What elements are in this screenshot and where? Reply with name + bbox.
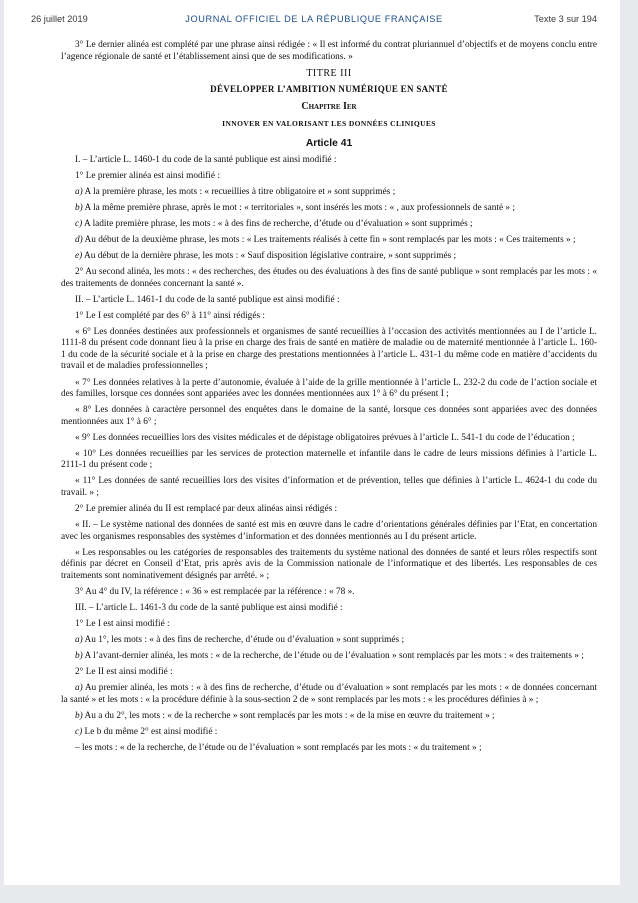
paragraph-text: « Les responsables ou les catégories de responsables des traitements du système national des données de santé et leurs rôles respectifs sont définis par décret en Conseil d’Etat, pris après avis de la Commission nationale de l’informatique et des libertés. Les responsables de ces traitements sont nominativement désignés par arrêté. » ; [61, 547, 597, 581]
titre-heading: TITRE III [306, 68, 352, 79]
paragraph-text: 1° Le I est complété par des 6° à 11° ainsi rédigés : [75, 310, 265, 321]
paragraph-label: c) [75, 727, 83, 738]
paragraph [61, 155, 597, 167]
paragraph [61, 548, 597, 583]
paragraph [61, 667, 597, 679]
paragraph [61, 203, 597, 215]
paragraph-text: 2° Au second alinéa, les mots : « des recherches, des études ou des évaluations à des fins de santé publique » sont remplacés par les mots : « des traitements de données concernant la santé ». [61, 267, 597, 289]
paragraph [61, 449, 597, 472]
paragraph [61, 520, 597, 543]
paragraph [61, 251, 597, 263]
paragraph [61, 603, 597, 615]
paragraph-text: 1° Le I est ainsi modifié : [75, 618, 170, 629]
document-body [61, 40, 597, 759]
paragraph-label: a) [75, 635, 83, 646]
paragraph-text: Au a du 2°, les mots : « de la recherche » sont remplacés par les mots : « de la mise en œuvre du traitement » ; [82, 710, 495, 721]
paragraph [61, 727, 597, 739]
article-heading: Article 41 [305, 138, 353, 149]
paragraph [61, 267, 597, 290]
paragraph [61, 651, 597, 663]
paragraph [61, 311, 597, 323]
paragraph-text: « 10° Les données recueillies par les services de protection maternelle et infantile dans le cadre de leurs missions définies à l’article L. 2111-1 du présent code ; [61, 448, 597, 471]
paragraph-label: e) [75, 251, 83, 262]
paragraph-text: I. – L’article L. 1460-1 du code de la santé publique est ainsi modifié : [75, 154, 337, 165]
paragraph-text: Au premier alinéa, les mots : « à des fins de recherche, d’étude ou d’évaluation » sont remplacés par les mots : « de données concernant la santé » et les mots : « la procédure définie à la sous-section 2 de » sont remplacés par les mots : « les procédures définies à » ; [61, 683, 597, 705]
paragraph-text: 3° Au 4° du IV, la référence : « 36 » est remplacée par la référence : « 78 ». [75, 586, 355, 597]
paragraph-text: A ladite première phrase, les mots : « à des fins de recherche, d’étude ou d’évaluation » sont supprimés ; [82, 218, 473, 229]
paragraph-text: 2° Le II est ainsi modifié : [75, 667, 173, 678]
paragraph [61, 619, 597, 631]
paragraph-text: A l’avant-dernier alinéa, les mots : « de la recherche, de l’étude ou de l’évaluation » sont remplacés par les mots : « des traitements » ; [82, 651, 584, 662]
paragraph [61, 235, 597, 247]
paragraph-text: A la première phrase, les mots : « recueillies à titre obligatoire et » sont supprimés ; [82, 186, 396, 197]
paragraph [61, 295, 597, 307]
paragraph [61, 711, 597, 723]
paragraph-text: A la même première phrase, après le mot : « territoriales », sont insérés les mots : « , aux professionnels de santé » ; [82, 202, 515, 213]
paragraph-text: III. – L’article L. 1461-3 du code de la santé publique est ainsi modifié : [75, 602, 343, 613]
paragraph-text: 2° Le premier alinéa du II est remplacé par deux alinéas ainsi rédigés : [75, 504, 338, 514]
header-date: 26 juillet 2019 [31, 14, 88, 24]
paragraph [61, 378, 597, 401]
paragraph [61, 171, 597, 183]
paragraph [61, 683, 597, 706]
paragraph [61, 327, 597, 373]
paragraph [61, 405, 597, 428]
article-paragraphs [61, 155, 597, 755]
paragraph-text: Au début de la dernière phrase, les mots : « Sauf disposition législative contraire, » sont supprimés ; [82, 251, 457, 262]
paragraph [61, 635, 597, 647]
paragraph-label: b) [75, 710, 83, 721]
paragraph-text: « 6° Les données destinées aux professionnels et organismes de santé recueillies à l’occasion des activités mentionnées au I de l’article L. 1111-8 du présent code donnant lieu à la prise en charge des frais de santé en matière de maladie ou de maternité mentionnée à l’article L. 160-1 du code de la sécurité sociale et à la prise en charge des prestations mentionnées à l’article L. 431-1 du même code en matière d’accidents du travail et de maladies professionnelles ; [61, 326, 597, 372]
paragraph-text: II. – L’article L. 1461-1 du code de la santé publique est ainsi modifié : [75, 294, 340, 305]
paragraph-label: a) [75, 186, 83, 197]
intro-paragraph: 3° Le dernier alinéa est complété par une phrase ainsi rédigée : « Il est informé du contrat pluriannuel d’objectifs et de moyens conclu entre l’agence régionale de santé et l’établissement ainsi que de ses modifications. » [61, 40, 597, 62]
paragraph [61, 476, 597, 499]
chapitre-subheading: INNOVER EN VALORISANT LES DONNÉES CLINIQUES [222, 118, 436, 128]
paragraph-text: « 8° Les données à caractère personnel des enquêtes dans le domaine de la santé, lorsque ces données sont appariées avec des données mentionnées aux 1° à 6° ; [61, 405, 597, 427]
titre-subheading: DÉVELOPPER L’AMBITION NUMÉRIQUE EN SANTÉ [210, 83, 448, 94]
chapitre-heading: Chapitre Ier [301, 101, 357, 112]
paragraph [61, 743, 597, 755]
paragraph-label: a) [75, 683, 83, 694]
paragraph [61, 219, 597, 231]
paragraph [61, 587, 597, 599]
header-text-number: Texte 3 sur 194 [534, 14, 597, 24]
paragraph-text: « 9° Les données recueillies lors des visites médicales et de dépistage obligatoires prévues à l’article L. 541-1 du code de l’éducation ; [75, 432, 575, 443]
page-header [31, 14, 597, 26]
paragraph [61, 187, 597, 199]
paragraph-text: – les mots : « de la recherche, de l’étude ou de l’évaluation » sont remplacés par les mots : « du traitement » ; [75, 743, 482, 754]
paragraph-text: « II. – Le système national des données de santé est mis en œuvre dans le cadre d’orientations générales définies par l’Etat, en concertation avec les organismes responsables des systèmes d’information et des données mentionnés au I du présent article. [61, 520, 597, 542]
paragraph-label: b) [75, 202, 83, 213]
paragraph-label: d) [75, 234, 83, 245]
paragraph-text: « 11° Les données de santé recueillies lors des visites d’information et de prévention, telles que définies à l’article L. 4624-1 du code du travail. » ; [61, 476, 597, 498]
paragraph-text: 1° Le premier alinéa est ainsi modifié : [75, 170, 220, 181]
paragraph-text: Le b du même 2° est ainsi modifié : [82, 727, 218, 738]
paragraph-text: « 7° Les données relatives à la perte d’autonomie, évaluée à l’aide de la grille mentionnée à l’article L. 232-2 du code de l’action sociale et des familles, lorsque ces données sont appariées avec les données mentionnées aux 1° à 6° du présent I ; [61, 377, 597, 400]
paragraph [61, 433, 597, 445]
paragraph-text: Au début de la deuxième phrase, les mots : « Les traitements réalisés à cette fin » sont remplacés par les mots : « Ces traitements » ; [82, 234, 576, 245]
header-journal-title: JOURNAL OFFICIEL DE LA RÉPUBLIQUE FRANÇAISE [185, 14, 443, 24]
paragraph-text: Au 1°, les mots : « à des fins de recherche, d’étude ou d’évaluation » sont supprimés ; [82, 635, 405, 646]
paragraph-label: c) [75, 218, 83, 229]
paragraph-label: b) [75, 651, 83, 662]
document-page [4, 0, 620, 885]
paragraph [61, 504, 597, 516]
